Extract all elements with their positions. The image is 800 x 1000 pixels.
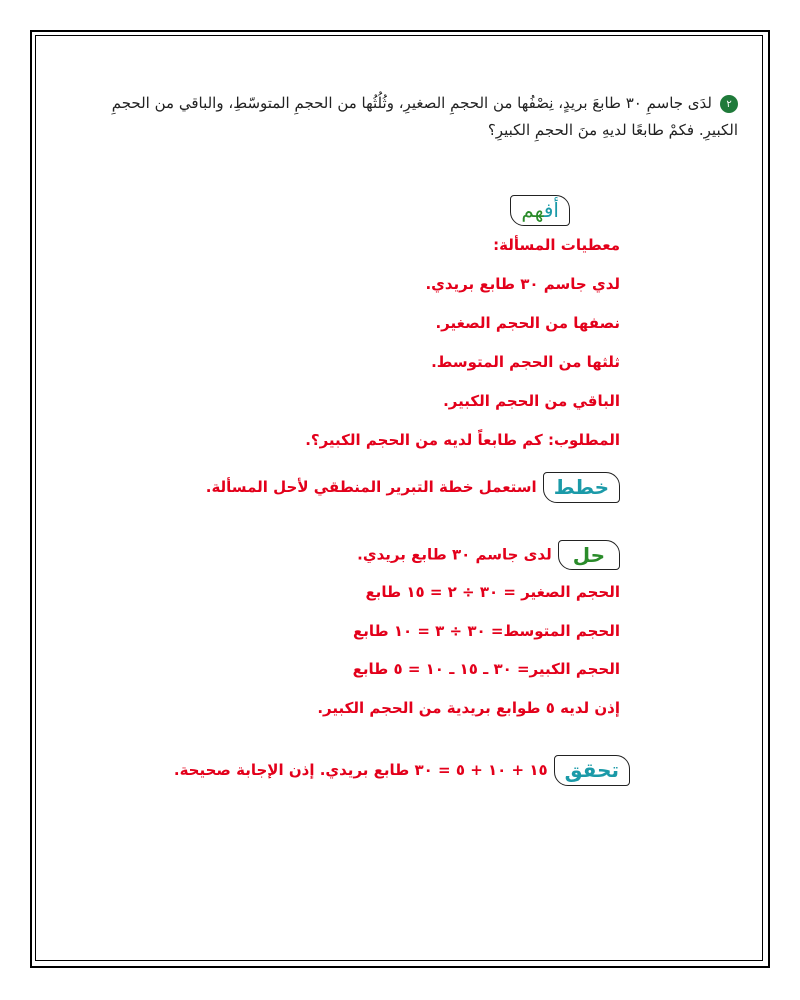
understand-line-3: ثلثها من الحجم المتوسط. — [431, 353, 620, 371]
plan-badge-label: خطط — [553, 475, 609, 499]
understand-badge-part2: هم — [521, 198, 544, 222]
understand-badge-part1: أف — [543, 198, 559, 222]
check-badge — [554, 755, 630, 786]
solve-line-1: الحجم الصغير = ٣٠ ÷ ٢ = ١٥ طابع — [365, 583, 620, 601]
check-text: ١٥ + ١٠ + ٥ = ٣٠ طابع بريدي. إذن الإجابة صحيحة. — [173, 761, 548, 779]
understand-line-4: الباقي من الحجم الكبير. — [443, 392, 620, 410]
understand-line-1: لدي جاسم ٣٠ طابع بريدي. — [425, 275, 620, 293]
understand-badge — [510, 195, 570, 226]
solve-line-4: إذن لديه ٥ طوابع بريدية من الحجم الكبير. — [317, 699, 620, 717]
solve-badge — [558, 540, 620, 570]
plan-text: استعمل خطة التبرير المنطقي لأحل المسألة. — [205, 478, 537, 496]
worksheet-page — [40, 40, 760, 955]
solve-badge-label: حل — [572, 543, 605, 567]
solve-line-3: الحجم الكبير= ٣٠ ـ ١٥ ـ ١٠ = ٥ طابع — [352, 660, 620, 678]
understand-line-2: نصفها من الحجم الصغير. — [435, 314, 620, 332]
problem-text: لدَى جاسمِ ٣٠ طابعَ بريدٍ، نِصْفُها من الحجمِ الصغيرِ، وثُلُثُها من الحجمِ المتوسّطِ، والباقي من الحجمِ الكبيرِ. فكمْ طابعًا لديهِ منَ الحجمِ الكبيرِ؟ — [111, 94, 738, 139]
solve-first-line: لدى جاسم ٣٠ طابع بريدي. — [357, 545, 552, 564]
plan-badge — [543, 472, 620, 503]
check-badge-label: تحقق — [564, 758, 619, 782]
plan-row — [60, 472, 620, 503]
solve-line-2: الحجم المتوسط= ٣٠ ÷ ٣ = ١٠ طابع — [352, 622, 620, 640]
understand-heading: معطيات المسألة: — [493, 236, 620, 254]
understand-badge-wrap — [510, 195, 570, 226]
understand-line-5: المطلوب: كم طابعاً لديه من الحجم الكبير؟. — [305, 431, 620, 449]
check-row — [60, 755, 630, 786]
solve-row — [60, 540, 620, 570]
problem-statement — [78, 90, 738, 144]
problem-number-badge: ٢ — [720, 95, 738, 113]
